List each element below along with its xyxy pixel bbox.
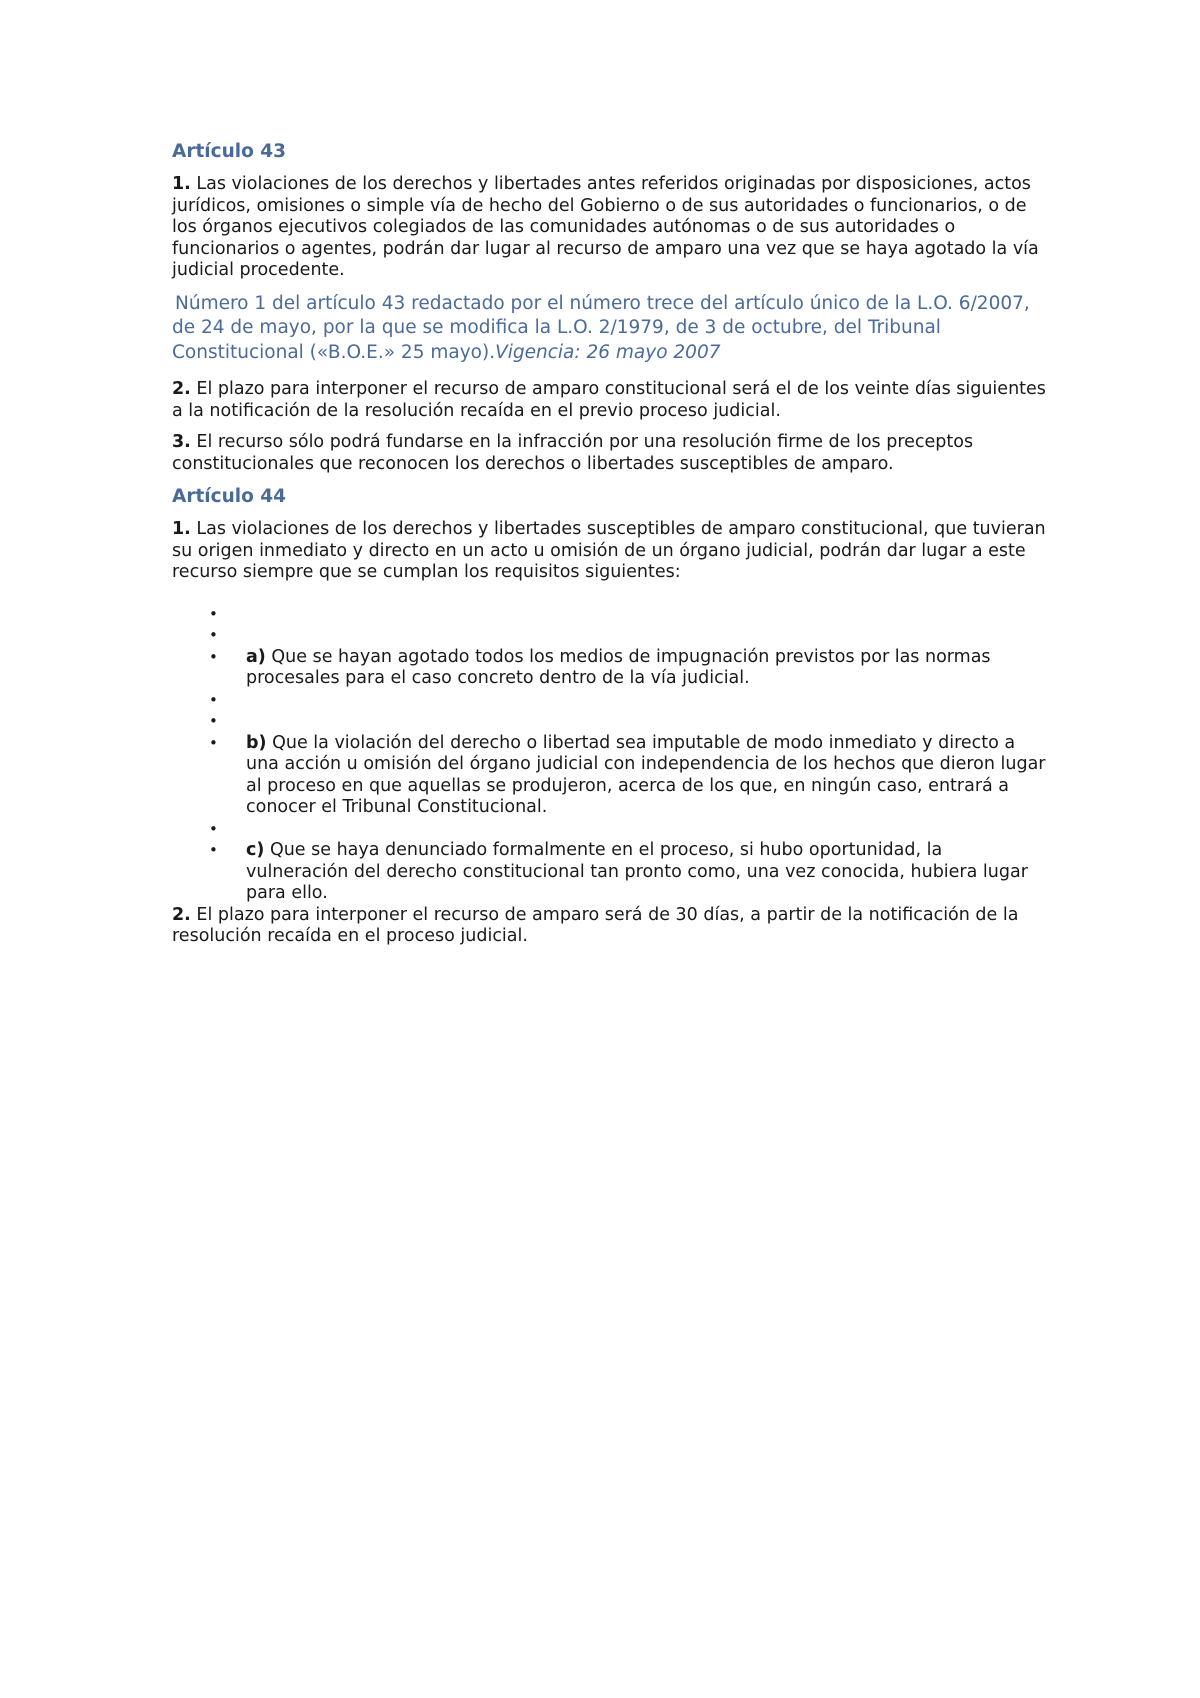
- paragraph-number: 1.: [172, 519, 191, 539]
- list-item: [246, 733, 1047, 819]
- paragraph-number: 3.: [172, 432, 191, 452]
- item-label: a): [246, 646, 266, 667]
- amendment-vigencia: Vigencia: 26 mayo 2007: [495, 341, 721, 363]
- article-43-heading: Artículo 43: [172, 141, 286, 162]
- list-item: [246, 711, 1047, 733]
- list-item: [246, 840, 1047, 905]
- paragraph-number: 2.: [172, 904, 191, 925]
- amendment-note-text: Número 1 del artículo 43 redactado por el número trece del artículo único de la L.O. 6/2007, de 24 de mayo, por la que se modifica la L.O. 2/1979, de 3 de octubre, del Tribunal Constitucional («B.O.E.» 25 mayo).: [172, 292, 1030, 363]
- article-44-heading: Artículo 44: [172, 486, 286, 507]
- list-item: [246, 625, 1047, 647]
- item-text: Que se hayan agotado todos los medios de impugnación previstos por las normas procesales para el caso concreto dentro de la vía judicial.: [246, 646, 991, 688]
- list-item: [246, 690, 1047, 712]
- paragraph-text: El plazo para interponer el recurso de amparo constitucional será el de los veinte días siguientes a la notificación de la resolución recaída en el previo proceso judicial.: [172, 379, 1046, 421]
- requirements-list: [172, 604, 1047, 905]
- paragraph-number: 1.: [172, 174, 191, 194]
- article-43-paragraph-3: [172, 432, 1047, 475]
- paragraph-text: Las violaciones de los derechos y libertades susceptibles de amparo constitucional, que tuvieran su origen inmediato y directo en un acto u omisión de un órgano judicial, podrán dar lugar a este recurso siempre que se cumplan los requisitos siguientes:: [172, 519, 1046, 582]
- item-label: c): [246, 840, 265, 860]
- list-item: [246, 604, 1047, 626]
- amendment-note: [172, 292, 1047, 366]
- item-text: Que se haya denunciado formalmente en el proceso, si hubo oportunidad, la vulneración del derecho constitucional tan pronto como, una vez conocida, hubiera lugar para ello.: [246, 840, 1028, 903]
- article-44-paragraph-2: [172, 905, 1047, 948]
- paragraph-number: 2.: [172, 379, 191, 399]
- item-label: b): [246, 732, 267, 753]
- paragraph-text: Las violaciones de los derechos y libertades antes referidos originadas por disposiciones, actos jurídicos, omisiones o simple vía de hecho del Gobierno o de sus autoridades o funcionarios, o de los órganos ejecutivos colegiados de las comunidades autónomas o de sus autoridades o funcionarios o agentes, podrán dar lugar al recurso de amparo una vez que se haya agotado la vía judicial procedente.: [172, 174, 1039, 280]
- document-body: [172, 140, 1047, 948]
- list-item: [246, 647, 1047, 690]
- article-43-paragraph-1: [172, 174, 1047, 282]
- article-44-paragraph-1: [172, 519, 1047, 584]
- paragraph-text: El recurso sólo podrá fundarse en la infracción por una resolución firme de los preceptos constitucionales que reconocen los derechos o libertades susceptibles de amparo.: [172, 432, 974, 474]
- article-43-paragraph-2: [172, 379, 1047, 422]
- paragraph-text: El plazo para interponer el recurso de amparo será de 30 días, a partir de la notificación de la resolución recaída en el proceso judicial.: [172, 904, 1019, 946]
- item-text: Que la violación del derecho o libertad sea imputable de modo inmediato y directo a una acción u omisión del órgano judicial con independencia de los hechos que dieron lugar al proceso en que aquellas se produjeron, acerca de los que, en ningún caso, entrará a conocer el Tribunal Constitucional.: [246, 732, 1046, 817]
- list-item: [246, 819, 1047, 841]
